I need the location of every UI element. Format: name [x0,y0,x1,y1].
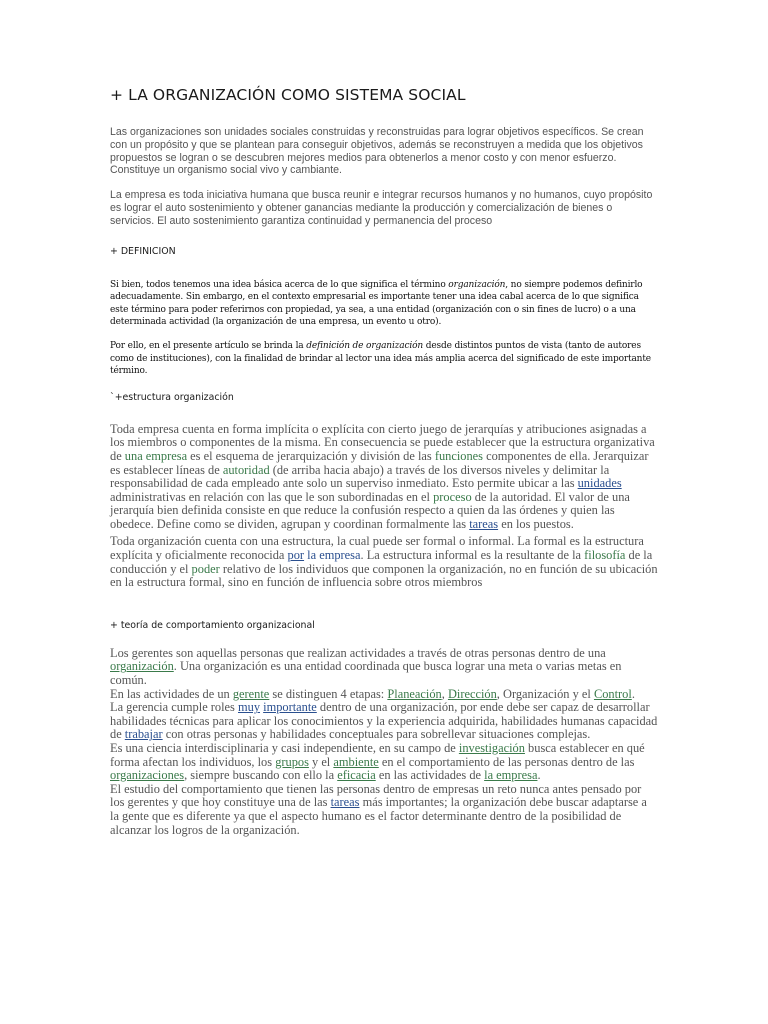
text-run: , [441,686,448,701]
section-heading-estructura: `+estructura organización [110,391,234,403]
link-tareas[interactable]: tareas [469,516,499,531]
definicion-paragraph-1 [110,279,658,329]
text-run: , no siempre podemos definirlo adecuadamente. Sin embargo, en el contexto empresarial es importante tener una idea cabal acerca de lo que significa este término para poder referirnos con propiedad, ya sea, a una entidad (organización con o sin fines de lucro) o a una determinada actividad (la organización de una empresa, un evento u otro). [110,279,643,328]
link-por[interactable]: por [287,548,305,563]
estructura-paragraph-1 [110,423,658,532]
link-la-empresa[interactable]: la empresa [307,548,361,563]
text-run: Si bien, todos tenemos una idea básica acerca de lo que significa el término [110,279,449,290]
text-run: de la conducción y el [110,548,653,576]
text-run: La gerencia cumple roles [110,700,238,715]
link-importante[interactable]: importante [263,700,317,715]
link-eficacia[interactable]: eficacia [337,768,376,783]
text-run: Es una ciencia interdisciplinaria y casi independiente, en su campo de [110,741,459,756]
page-title: + LA ORGANIZACIÓN COMO SISTEMA SOCIAL [110,86,466,104]
link-poder[interactable]: poder [191,561,220,576]
link-autoridad[interactable]: autoridad [222,462,270,477]
intro-paragraph-2: La empresa es toda iniciativa humana que busca reunir e integrar recursos humanos y no humanos, cuyo propósito es lograr el auto sostenimiento y obtener ganancias mediante la producción y comercialización de bienes o servicios. El auto sostenimiento garantiza continuidad y permanencia del proceso [110,189,653,227]
estructura-paragraph-2 [110,535,658,589]
link-planeacion[interactable]: Planeación [387,686,442,701]
text-run: Los gerentes son aquellas personas que realizan actividades a través de otras personas dentro de una [110,645,606,660]
text-run: . La estructura informal es la resultante de la [360,548,585,563]
link-investigacion[interactable]: investigación [458,741,525,756]
text-run: administrativas en relación con las que le son subordinadas en el [110,489,434,504]
link-la-empresa-2[interactable]: la empresa [484,768,538,783]
definicion-paragraph-2 [110,340,658,378]
text-run: es el esquema de jerarquización y división de las [187,448,435,463]
section-heading-teoria: + teoría de comportamiento organizacional [110,619,315,631]
text-run: más importantes; la organización debe buscar adaptarse a la gente que es diferente ya que el aspecto humano es el factor determinante dentro de la posibilidad de alcanzar los logros de la organización. [110,795,647,837]
text-run: , siempre buscando con ello la [184,768,338,783]
link-muy[interactable]: muy [237,700,261,715]
link-trabajar[interactable]: trabajar [124,727,163,742]
text-run: en los puestos. [498,516,574,531]
text-run: de la autoridad. El valor de una jerarquía bien definida consiste en que reduce la confusión respecto a quien da las órdenes y quien las obedece. Define como se dividen, agrupan y coordinan formalmente las [110,489,630,531]
link-organizaciones[interactable]: organizaciones [110,768,185,783]
text-run: Toda empresa cuenta en forma implícita o explícita con cierto juego de jerarquías y atribuciones asignadas a los miembros o componentes de la misma. En consecuencia se puede establecer que la estructura organizativa de [110,421,655,463]
text-run: (de arriba hacia abajo) a través de los diversos niveles y delimitar la responsabilidad de cada empleado ante solo un superviso inmediato. Esto permite ubicar a las [110,462,610,491]
teoria-paragraph-1 [110,647,658,688]
text-run: Por ello, en el presente artículo se brinda la [110,340,307,351]
text-run: . Una organización es una entidad coordinada que busca lograr una meta o varias metas en común. [110,659,622,688]
text-run: El estudio del comportamiento que tienen las personas dentro de empresas un reto nunca antes pensado por los gerentes y que hoy constituye una de las [110,781,642,810]
text-run: en el comportamiento de las personas dentro de las [378,754,635,769]
text-run: en las actividades de [375,768,485,783]
link-tareas-2[interactable]: tareas [330,795,360,810]
text-run: busca establecer en qué forma afectan los individuos, los [110,741,645,769]
link-filosofia[interactable]: filosofía [584,548,626,563]
link-proceso[interactable]: proceso [433,489,472,504]
text-run: . [631,686,635,701]
section-heading-definicion: + DEFINICION [110,245,176,257]
teoria-paragraph-3 [110,701,658,742]
link-funciones[interactable]: funciones [434,448,483,463]
text-run: relativo de los individuos que componen la organización, no en función de su ubicación en la estructura formal, sino en función de influencia sobre otros miembros [110,561,658,590]
text-run: dentro de una organización, por ende debe ser capaz de desarrollar habilidades técnicas para aplicar los conocimientos y la experiencia adquirida, habilidades humanas capacidad de [110,700,658,742]
text-run: , Organización y el [496,686,594,701]
link-una-empresa[interactable]: una empresa [124,448,188,463]
text-run: con otras personas y habilidades conceptuales para sobrellevar situaciones complejas. [162,727,591,742]
text-run: desde distintos puntos de vista (tanto de autores como de instituciones), con la finalidad de brindar al lector una idea más amplia acerca del significado de este importante término. [110,340,651,377]
link-unidades[interactable]: unidades [577,476,622,491]
teoria-paragraph-2 [110,688,658,702]
emphasis-term: definición de organización [306,340,424,351]
text-run: En las actividades de un [110,686,233,701]
link-organizacion[interactable]: organización [110,659,174,674]
link-direccion[interactable]: Dirección [447,686,497,701]
link-grupos[interactable]: grupos [275,754,309,769]
text-run: Toda organización cuenta con una estructura, la cual puede ser formal o informal. La formal es la estructura explícita y oficialmente reconocida [110,534,644,563]
text-run: componentes de ella. Jerarquizar es establecer líneas de [110,448,649,477]
teoria-paragraph-4 [110,742,658,783]
intro-paragraph-1: Las organizaciones son unidades sociales construidas y reconstruidas para lograr objetivos específicos. Se crean con un propósito y que se plantean para conseguir objetivos, además se reconstruyen a medida que los objetivos propuestos se logran o se descubren mejores medios para obtenerlos a menor costo y con menor esfuerzo. Constituye un organismo social vivo y cambiante. [110,126,644,177]
emphasis-term: organización [448,279,506,290]
text-run: se distinguen 4 etapas: [269,686,388,701]
link-control[interactable]: Control [593,686,632,701]
link-ambiente[interactable]: ambiente [333,754,379,769]
text-run: . [537,768,541,783]
text-run: y el [308,754,334,769]
teoria-paragraph-5 [110,783,658,837]
link-gerente[interactable]: gerente [232,686,270,701]
